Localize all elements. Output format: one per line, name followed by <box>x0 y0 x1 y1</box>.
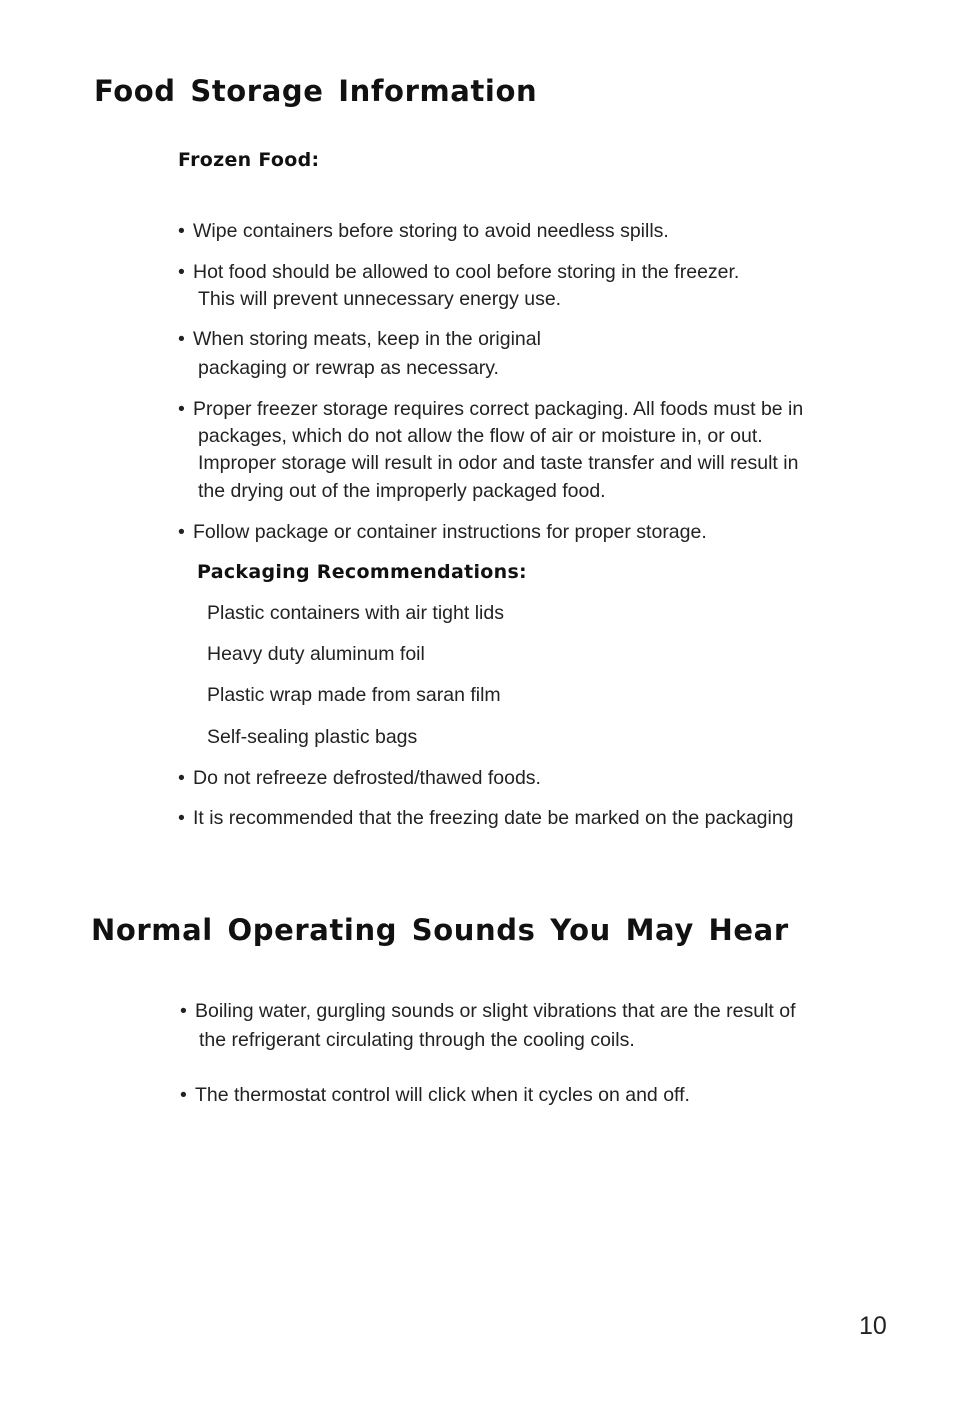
bullet-item <box>180 1081 690 1109</box>
bullet-item <box>180 997 796 1025</box>
bullet-text: Hot food should be allowed to cool before storing in the freezer. <box>193 261 740 283</box>
packaging-recommendations-heading: Packaging Recommendations: <box>197 561 527 583</box>
bullet-item <box>178 217 669 245</box>
bullet-marker: • <box>178 261 185 283</box>
packaging-item: Plastic wrap made from saran film <box>207 684 501 706</box>
bullet-continuation: This will prevent unnecessary energy use. <box>198 288 562 310</box>
bullet-marker: • <box>178 398 185 420</box>
bullet-marker: • <box>178 767 185 789</box>
packaging-item: Plastic containers with air tight lids <box>207 602 504 624</box>
bullet-marker: • <box>180 1000 187 1022</box>
bullet-item <box>178 325 541 353</box>
bullet-item <box>178 518 707 546</box>
bullet-continuation: packages, which do not allow the flow of air or moisture in, or out. <box>198 425 763 447</box>
bullet-text: When storing meats, keep in the original <box>193 328 541 350</box>
bullet-marker: • <box>178 220 185 242</box>
bullet-marker: • <box>178 807 185 829</box>
operating-sounds-title: Normal Operating Sounds You May Hear <box>91 913 789 947</box>
packaging-item: Heavy duty aluminum foil <box>207 643 425 665</box>
bullet-text: Do not refreeze defrosted/thawed foods. <box>193 767 541 789</box>
bullet-text: Boiling water, gurgling sounds or slight vibrations that are the result of <box>195 1000 796 1022</box>
bullet-marker: • <box>180 1084 187 1106</box>
bullet-marker: • <box>178 328 185 350</box>
frozen-food-heading: Frozen Food: <box>178 149 320 171</box>
page-number: 10 <box>859 1312 887 1340</box>
bullet-continuation: packaging or rewrap as necessary. <box>198 357 499 379</box>
bullet-text: Wipe containers before storing to avoid needless spills. <box>193 220 669 242</box>
packaging-item: Self-sealing plastic bags <box>207 726 418 748</box>
bullet-continuation: Improper storage will result in odor and taste transfer and will result in <box>198 452 799 474</box>
bullet-text: It is recommended that the freezing date be marked on the packaging <box>193 807 794 829</box>
bullet-item <box>178 258 739 286</box>
bullet-continuation: the drying out of the improperly packaged food. <box>198 480 606 502</box>
bullet-item <box>178 395 803 423</box>
bullet-text: The thermostat control will click when it cycles on and off. <box>195 1084 690 1106</box>
bullet-text: Proper freezer storage requires correct packaging. All foods must be in <box>193 398 804 420</box>
bullet-text: Follow package or container instructions for proper storage. <box>193 521 707 543</box>
bullet-item <box>178 804 794 832</box>
bullet-item <box>178 764 541 792</box>
bullet-continuation: the refrigerant circulating through the cooling coils. <box>199 1029 635 1051</box>
food-storage-title: Food Storage Information <box>94 74 538 108</box>
bullet-marker: • <box>178 521 185 543</box>
